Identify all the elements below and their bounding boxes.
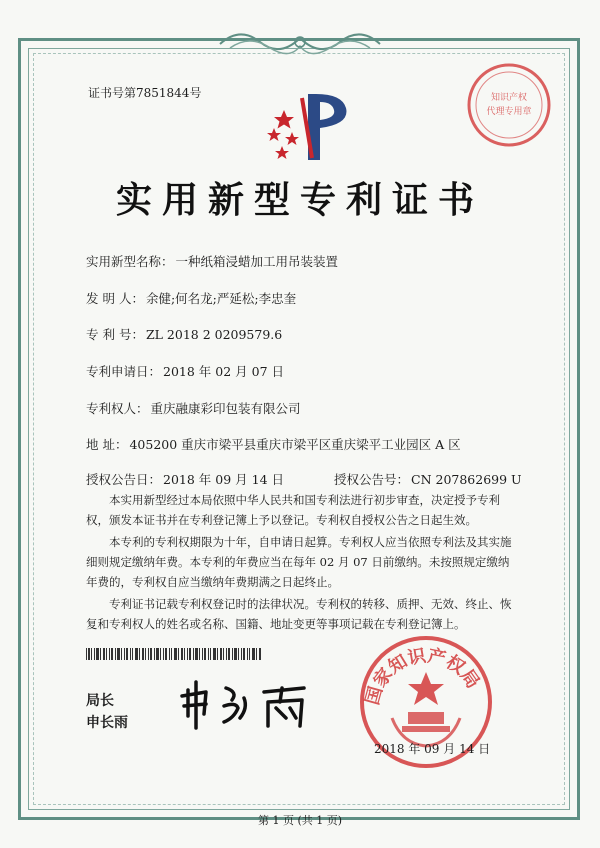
field-value: 余健;何名龙;严延松;李忠奎 <box>145 291 297 306</box>
field-label: 发 明 人： <box>86 291 144 306</box>
director-title: 局长 <box>86 693 114 709</box>
field-label: 地 址： <box>86 437 128 452</box>
field-announce-date <box>86 470 284 488</box>
field-value: 2018 年 02 月 07 日 <box>163 364 285 379</box>
field-label: 专利权人： <box>86 401 149 416</box>
field-value: 一种纸箱浸蜡加工用吊装装置 <box>175 254 339 269</box>
field-value: 405200 重庆市梁平县重庆市梁平区重庆梁平工业园区 A 区 <box>129 437 461 452</box>
barcode <box>86 648 262 660</box>
field-address <box>86 435 461 453</box>
body-paragraph: 本实用新型经过本局依照中华人民共和国专利法进行初步审查，决定授予专利权，颁发本证书并在专利登记簿上予以登记。专利权自授权公告之日起生效。 <box>86 493 500 527</box>
certificate-number: 证书号第7851844号 <box>88 86 202 100</box>
field-inventor <box>86 289 296 307</box>
svg-text:代理专用章: 代理专用章 <box>486 107 532 117</box>
page-number: 第 1 页 (共 1 页) <box>257 814 343 827</box>
field-patent-number <box>86 325 282 343</box>
field-value: 2018 年 09 月 14 日 <box>163 472 285 487</box>
director-signature <box>176 678 316 732</box>
field-patentee <box>86 399 301 417</box>
field-utility-name <box>86 252 338 270</box>
body-paragraph: 本专利的专利权期限为十年，自申请日起算。专利权人应当依照专利法及其实施细则规定缴纳年费。本专利的年费应当在每年 02 月 07 日前缴纳。未按照规定缴纳年费的，专利权自应当缴纳年费期满之日起终止。 <box>86 535 512 589</box>
field-value: 重庆融康彩印包装有限公司 <box>150 401 301 416</box>
svg-text:国家知识产权局: 国家知识产权局 <box>361 645 484 708</box>
field-label: 专 利 号： <box>86 327 144 342</box>
director-name: 申长雨 <box>86 715 128 731</box>
field-label: 授权公告日： <box>86 472 162 487</box>
field-label: 实用新型名称： <box>86 254 174 269</box>
body-paragraph: 专利证书记载专利权登记时的法律状况。专利权的转移、质押、无效、终止、恢复和专利权人的姓名或名称、国籍、地址变更等事项记载在专利登记簿上。 <box>86 597 512 631</box>
field-value: CN 207862699 U <box>411 472 522 487</box>
certificate-body <box>86 490 516 636</box>
field-filing-date <box>86 362 284 380</box>
issue-date: 2018 年 09 月 14 日 <box>374 742 491 756</box>
field-announce-number <box>334 470 522 488</box>
certificate-title: 实用新型专利证书 <box>115 179 484 221</box>
field-value: ZL 2018 2 0209579.6 <box>145 327 283 342</box>
field-label: 授权公告号： <box>334 472 410 487</box>
agency-seal-icon <box>466 62 552 148</box>
scroll-ornament <box>210 24 390 64</box>
svg-text:知识产权: 知识产权 <box>490 93 528 103</box>
cnipa-logo-icon <box>266 88 356 164</box>
field-label: 专利申请日： <box>86 364 162 379</box>
